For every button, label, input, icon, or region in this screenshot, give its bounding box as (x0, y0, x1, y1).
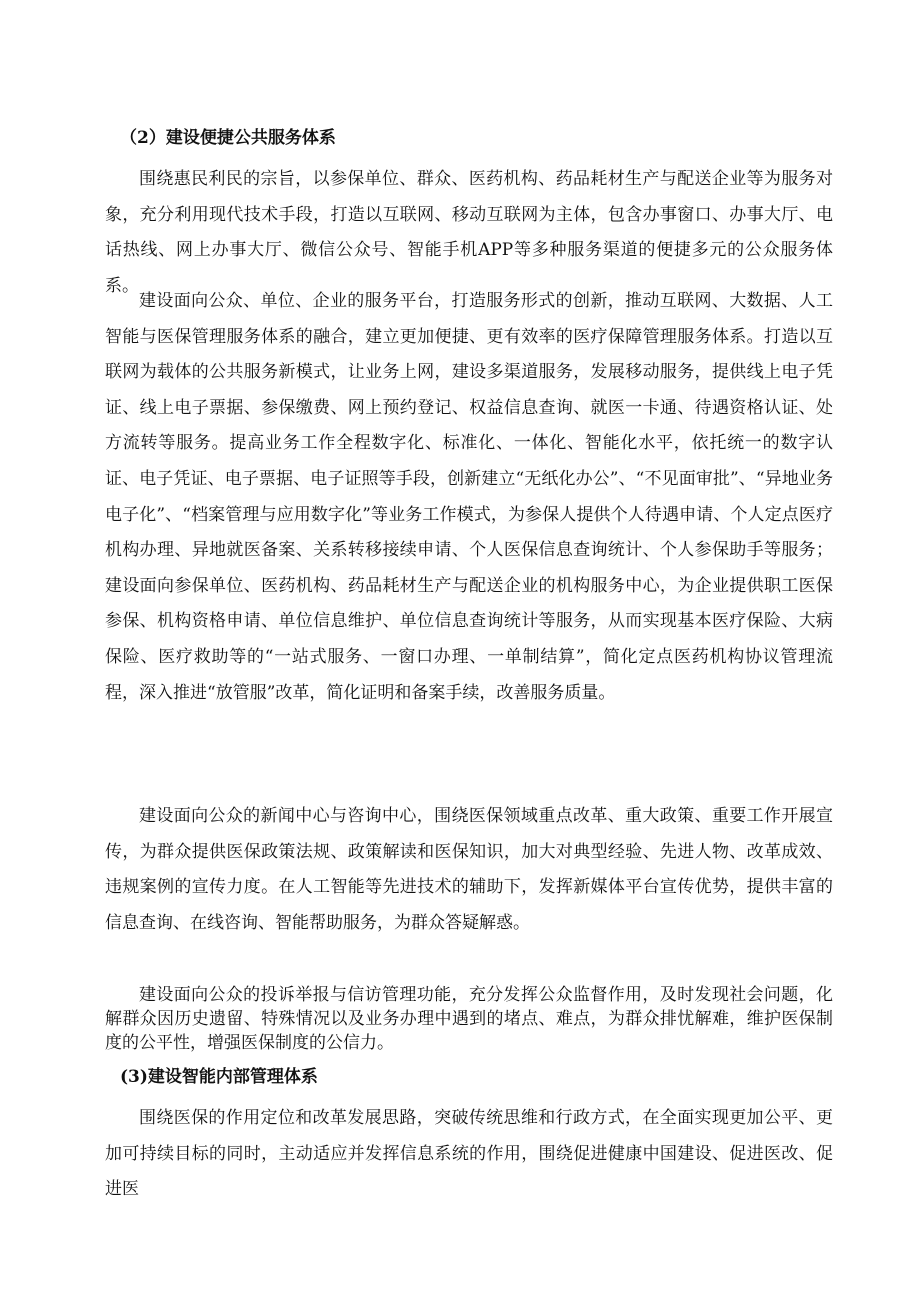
paragraph-news-consulting-center: 建设面向公众的新闻中心与咨询中心，围绕医保领域重点改革、重大政策、重要工作开展宣传，为群众提供医保政策法规、政策解读和医保知识，加大对典型经验、先进人物、改革成效、违规案例的宣传力度。在人工智能等先进技术的辅助下，发挥新媒体平台宣传优势，提供丰富的信息查询、在线咨询、智能帮助服务，为群众答疑解惑。 (105, 806, 833, 933)
section-heading-public-service: （2）建设便捷公共服务体系 (120, 128, 336, 148)
paragraph-complaint-petition: 建设面向公众的投诉举报与信访管理功能，充分发挥公众监督作用，及时发现社会问题，化解群众因历史遗留、特殊情况以及业务办理中遇到的堵点、难点，为群众排忧解难，维护医保制度的公平性，增强医保制度的公信力。 (105, 985, 833, 1053)
paragraph-service-purpose: 围绕惠民利民的宗旨，以参保单位、群众、医药机构、药品耗材生产与配送企业等为服务对象，充分利用现代技术手段，打造以互联网、移动互联网为主体，包含办事窗口、办事大厅、电话热线、网上办事大厅、微信公众号、智能手机APP等多种服务渠道的便捷多元的公众服务体系。 (105, 169, 833, 296)
paragraph-service-platform: 建设面向公众、单位、企业的服务平台，打造服务形式的创新，推动互联网、大数据、人工智能与医保管理服务体系的融合，建立更加便捷、更有效率的医疗保障管理服务体系。打造以互联网为载体的公共服务新模式，让业务上网，建设多渠道服务，发展移动服务，提供线上电子凭证、线上电子票据、参保缴费、网上预约登记、权益信息查询、就医一卡通、待遇资格认证、处方流转等服务。提高业务工作全程数字化、标准化、一体化、智能化水平，依托统一的数字认证、电子凭证、电子票据、电子证照等手段，创新建立“无纸化办公”、“不见面审批”、“异地业务电子化”、“档案管理与应用数字化”等业务工作模式，为参保人提供个人待遇申请、个人定点医疗机构办理、异地就医备案、关系转移接续申请、个人医保信息查询统计、个人参保助手等服务；建设面向参保单位、医药机构、药品耗材生产与配送企业的机构服务中心，为企业提供职工医保参保、机构资格申请、单位信息维护、单位信息查询统计等服务，从而实现基本医疗保险、大病保险、医疗救助等的“一站式服务、一窗口办理、一单制结算”，简化定点医药机构协议管理流程，深入推进“放管服”改革，简化证明和备案手续，改善服务质量。 (105, 291, 833, 703)
paragraph-internal-management: 围绕医保的作用定位和改革发展思路，突破传统思维和行政方式，在全面实现更加公平、更加可持续目标的同时，主动适应并发挥信息系统的作用，围绕促进健康中国建设、促进医改、促进医 (105, 1108, 833, 1200)
section-heading-internal-management: (3)建设智能内部管理体系 (120, 1067, 318, 1087)
